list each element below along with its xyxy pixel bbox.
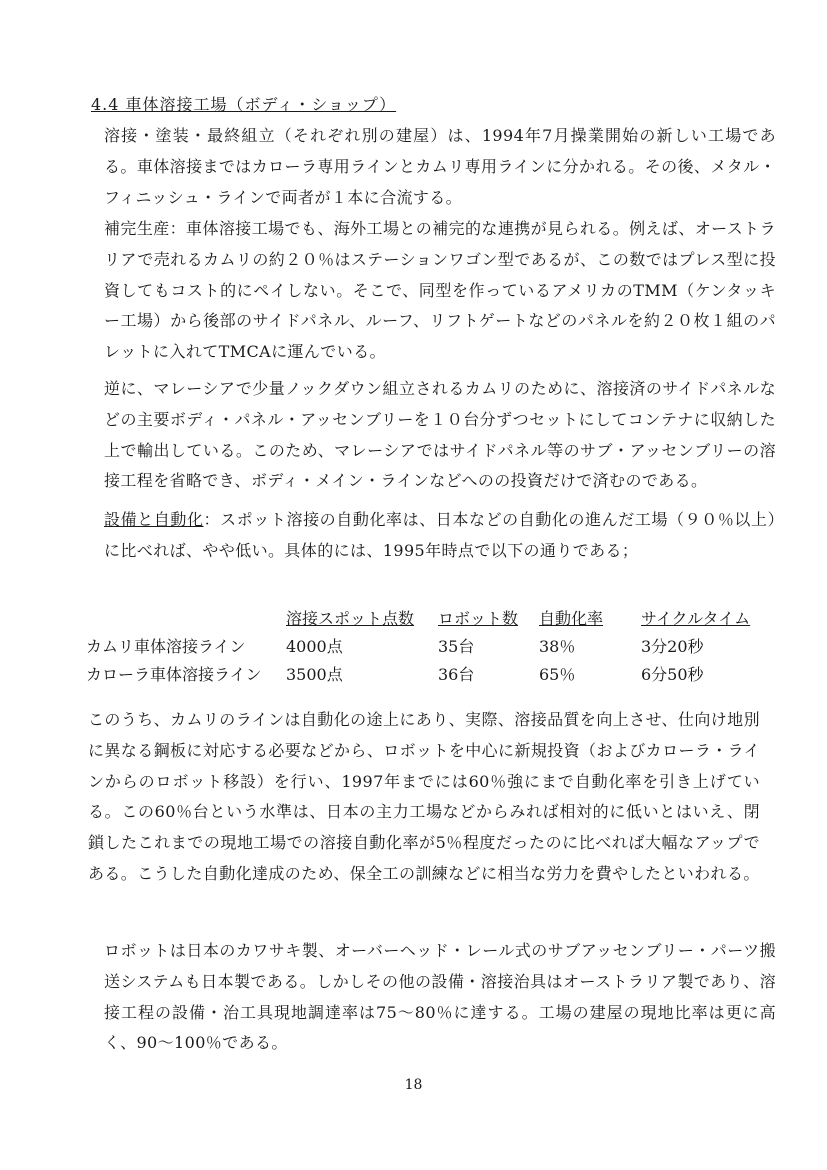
- table-cell-automation-rate: 65％: [539, 664, 576, 684]
- welding-line-table: [86, 603, 761, 687]
- table-header-cycle-time: サイクルタイム: [641, 608, 751, 628]
- table-cell-spot-count: 3500点: [286, 664, 343, 684]
- table-header-row: [86, 603, 761, 631]
- equipment-automation-text: ：スポット溶接の自動化率は、日本などの自動化の進んだ工場（９０％以上）に比べれば、やや低い。具体的には、1995年時点で以下の通りである；: [104, 510, 776, 560]
- complementary-production-text: ：車体溶接工場でも、海外工場との補完的な連携が見られる。例えば、オーストラリアで売れるカムリの約２０％はステーションワゴン型であるが、この数ではプレス型に投資してもコスト的にペイしない。そこで、同型を作っているアメリカのTMM（ケンタッキー工場）から後部のサイドパネル、ルーフ、リフトゲートなどのパネルを約２０枚１組のパレットに入れてTMCAに運んでいる。: [104, 219, 776, 362]
- paragraph-complementary-production: [88, 214, 776, 368]
- page-number: 18: [404, 1077, 423, 1093]
- table-header-robot-count: ロボット数: [438, 608, 519, 628]
- table-cell-automation-rate: 38％: [539, 636, 576, 656]
- table-cell-robot-count: 36台: [438, 664, 475, 684]
- table-row: [86, 631, 761, 659]
- table-row: [86, 659, 761, 687]
- table-header-spot-count: 溶接スポット点数: [286, 608, 415, 628]
- paragraph-malaysia-knockdown: 逆に、マレーシアで少量ノックダウン組立されるカムリのために、溶接済のサイドパネルなどの主要ボディ・パネル・アッセンブリーを１０台分ずつセットにしてコンテナに収納した上で輸出している。このため、マレーシアではサイドパネル等のサブ・アッセンブリーの溶接工程を省略でき、ボディ・メイン・ラインなどへのの投資だけで済むのである。: [104, 379, 776, 491]
- paragraph-equipment-automation: [88, 505, 776, 567]
- table-cell-cycle-time: 6分50秒: [641, 664, 704, 684]
- equipment-automation-label: 設備と自動化: [104, 510, 204, 529]
- table-cell-line: カローラ車体溶接ライン: [86, 664, 262, 684]
- table-cell-cycle-time: 3分20秒: [641, 636, 704, 656]
- table-header-automation-rate: 自動化率: [539, 608, 604, 628]
- complementary-production-label: 補完生産: [104, 219, 170, 238]
- paragraph-plant-overview: 溶接・塗装・最終組立（それぞれ別の建屋）は、1994年7月操業開始の新しい工場である。車体溶接まではカローラ専用ラインとカムリ専用ラインに分かれる。その後、メタル・フィニッシュ・ラインで両者が１本に合流する。: [104, 126, 776, 207]
- table-header-line: [86, 603, 286, 631]
- table-cell-robot-count: 35台: [438, 636, 475, 656]
- paragraph-camry-automation: このうち、カムリのラインは自動化の途上にあり、実際、溶接品質を向上させ、仕向け地別に異なる鋼板に対応する必要などから、ロボットを中心に新規投資（およびカローラ・ラインからのロボット移設）を行い、1997年までには60％強にまで自動化率を引き上げている。この60％台という水準は、日本の主力工場などからみれば相対的に低いとはいえ、閉鎖したこれまでの現地工場での溶接自動化率が5％程度だったのに比べれば大幅なアップである。こうした自動化達成のため、保全工の訓練などに相当な労力を費やしたといわれる。: [88, 710, 760, 883]
- section-heading: 4.4 車体溶接工場（ボディ・ショップ）: [91, 95, 397, 114]
- table-cell-line: カムリ車体溶接ライン: [86, 636, 246, 656]
- paragraph-equipment-sourcing: ロボットは日本のカワサキ製、オーバーヘッド・レール式のサブアッセンブリー・パーツ搬送システムも日本製である。しかしその他の設備・溶接治具はオーストラリア製であり、溶接工程の設備・治工具現地調達率は75～80％に達する。工場の建屋の現地比率は更に高く、90～100％である。: [104, 941, 776, 1053]
- table-cell-spot-count: 4000点: [286, 636, 343, 656]
